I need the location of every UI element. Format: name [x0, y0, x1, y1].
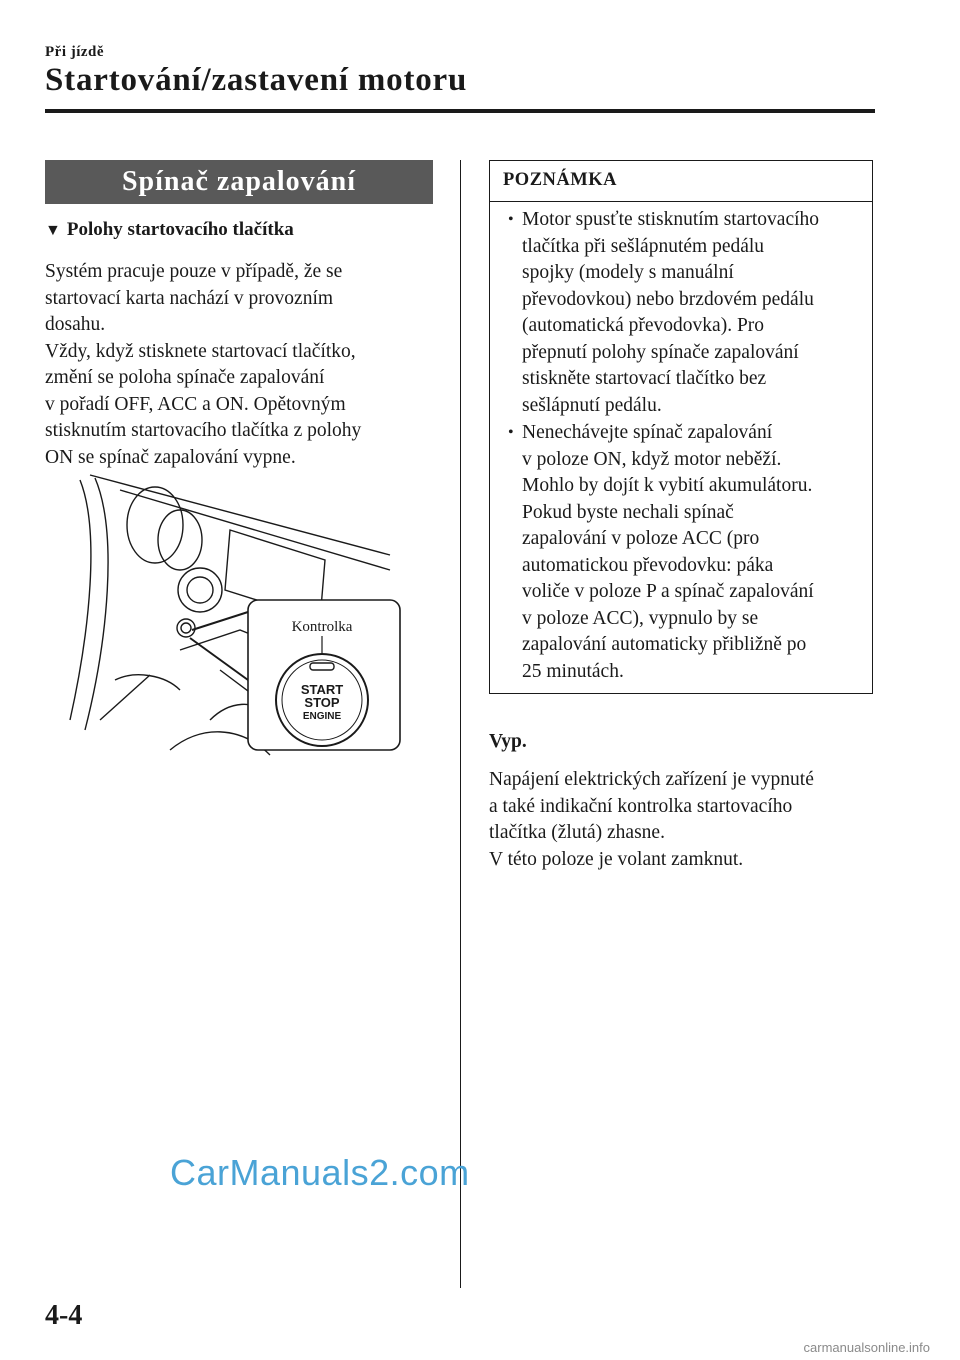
header-divider — [45, 109, 875, 113]
section-banner: Spínač zapalování — [45, 160, 433, 204]
column-divider — [460, 160, 461, 1288]
note-item — [508, 420, 867, 685]
sub-heading — [45, 219, 294, 241]
triangle-marker-icon: ▼ — [45, 222, 61, 239]
indicator-lamp — [310, 663, 334, 670]
paragraph-line: V této poloze je volant zamknut. — [489, 848, 744, 870]
note-line: stiskněte startovací tlačítko bez — [522, 368, 767, 389]
note-line: (automatická převodovka). Pro — [522, 315, 765, 336]
paragraph-line: stisknutím startovacího tlačítka z polohy — [45, 420, 362, 441]
button-text-engine: ENGINE — [302, 711, 342, 722]
vyp-paragraph — [489, 767, 879, 873]
paragraph-line: ON se spínač zapalování vypne. — [45, 446, 296, 468]
dashboard-illustration — [60, 470, 420, 770]
note-line: zapalování automaticky přibližně po — [522, 634, 807, 655]
bullet-icon: • — [508, 424, 514, 441]
paragraph-line: změní se poloha spínače zapalování — [45, 367, 325, 388]
note-line: sešlápnutí pedálu. — [522, 394, 662, 416]
sub-heading-text: Polohy startovacího tlačítka — [66, 219, 294, 240]
note-line: tlačítka při sešlápnutém pedálu — [522, 235, 765, 257]
watermark-link[interactable]: CarManuals2.com — [170, 1152, 470, 1193]
bullet-icon: • — [508, 211, 514, 228]
note-line: spojky (modely s manuální — [522, 262, 734, 283]
note-line: 25 minutách. — [522, 660, 624, 682]
note-line: Mohlo by dojít k vybití akumulátoru. — [522, 475, 813, 496]
note-line: Nenechávejte spínač zapalování — [522, 422, 773, 443]
note-line: zapalování v poloze ACC (pro — [522, 528, 760, 549]
paragraph-line: a také indikační kontrolka startovacího — [489, 795, 793, 817]
paragraph-line: startovací karta nachází v provozním — [45, 287, 334, 309]
paragraph-line: Napájení elektrických zařízení je vypnuté — [489, 769, 814, 790]
gauge-icon — [127, 487, 183, 563]
vent-icon — [178, 568, 222, 612]
note-line: automatickou převodovku: páka — [522, 554, 774, 576]
note-title: POZNÁMKA — [503, 170, 617, 190]
button-text-stop: STOP — [304, 695, 340, 710]
note-divider — [489, 201, 873, 202]
note-line: převodovkou) nebo brzdovém pedálu — [522, 288, 814, 310]
note-line: v poloze ON, když motor neběží. — [522, 448, 782, 470]
chapter-title: Startování/zastavení motoru — [45, 62, 468, 98]
button-text-start: START — [300, 682, 344, 697]
breadcrumb: Při jízdě — [45, 44, 105, 60]
note-line: přepnutí polohy spínače zapalování — [522, 341, 799, 363]
start-button-small — [177, 619, 195, 637]
paragraph-line: v pořadí OFF, ACC a ON. Opětovným — [45, 393, 346, 415]
note-line: voliče v poloze P a spínač zapalování — [522, 581, 814, 602]
steering-wheel-outline — [70, 480, 91, 720]
paragraph-line: tlačítka (žlutá) zhasne. — [489, 822, 665, 843]
paragraph-line: Systém pracuje pouze v případě, že se — [45, 261, 343, 282]
paragraph-line: Vždy, když stisknete startovací tlačítko, — [45, 340, 356, 362]
page-number: 4-4 — [45, 1300, 83, 1331]
note-line: v poloze ACC), vypnulo by se — [522, 607, 759, 629]
paragraph-line: dosahu. — [45, 314, 106, 335]
vyp-heading: Vyp. — [489, 731, 527, 752]
note-item — [508, 207, 867, 419]
intro-paragraph — [45, 259, 445, 471]
note-line: Pokud byste nechali spínač — [522, 501, 734, 523]
callout-label: Kontrolka — [291, 619, 353, 635]
source-watermark: carmanualsonline.info — [803, 1340, 930, 1355]
note-line: Motor spusťte stisknutím startovacího — [522, 209, 820, 230]
